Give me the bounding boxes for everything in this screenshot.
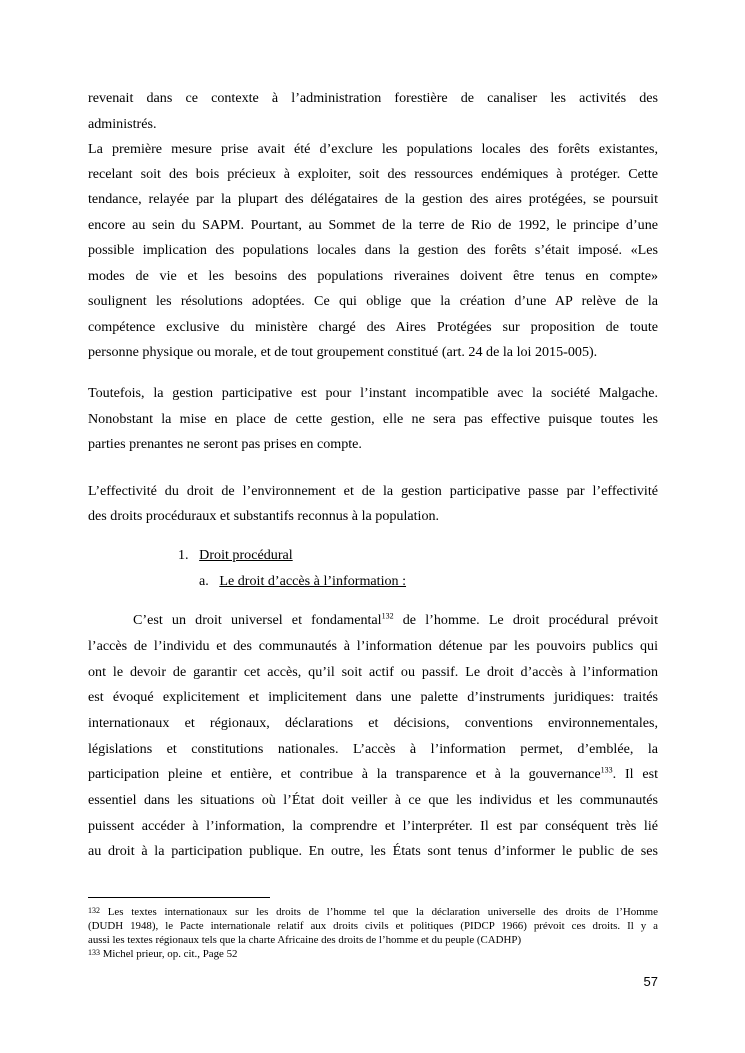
section-number: 1. (178, 547, 189, 563)
footnote-separator (88, 897, 270, 898)
footnote-line: (DUDH 1948), le Pacte internationale relatif aux droits civils et politiques (PIDCP 1966) prévoit ces droits. Il y a (88, 920, 658, 932)
body-line: législations et constitutions nationales. L’accès à l’information permet, d’emblée, la (88, 741, 658, 757)
body-line: possible implication des populations locales dans la gestion des forêts s’était imposé. «Les (88, 242, 658, 258)
body-line: essentiel dans les situations où l’État doit veiller à ce que les individus et les communautés (88, 792, 658, 808)
subsection-letter: a. (199, 573, 209, 589)
body-line: participation pleine et entière, et contribue à la transparence et à la gouvernance$^{133}$. Il est (88, 765, 658, 782)
body-line: C’est un droit universel et fondamental$^{132}$ de l’homme. Le droit procédural prévoit (133, 611, 658, 628)
body-line: tendance, relayée par la plupart des délégataires de la gestion des aires protégées, se poursuit (88, 191, 658, 207)
body-line: personne physique ou morale, et de tout groupement constitué (art. 24 de la loi 2015-005). (88, 344, 598, 360)
body-line: revenait dans ce contexte à l’administration forestière de canaliser les activités des (88, 90, 658, 106)
section-heading (178, 543, 478, 567)
section-title: Droit procédural (199, 547, 293, 563)
body-line: internationaux et régionaux, déclarations et décisions, conventions environnementales, (88, 715, 658, 731)
body-line: Nonobstant la mise en place de cette gestion, elle ne sera pas effective puisque toutes les (88, 411, 658, 427)
body-line: parties prenantes ne seront pas prises en compte. (88, 436, 362, 452)
footnote-number: 132 (88, 906, 100, 915)
body-line: recelant soit des bois précieux à exploiter, soit des ressources endémiques à protéger. Cette (88, 166, 658, 182)
footnote-number: 133 (88, 948, 100, 957)
body-line: Toutefois, la gestion participative est pour l’instant incompatible avec la société Malgache. (88, 385, 658, 401)
footnote-133: $^{133}$ Michel prieur, op. cit., Page 52 (88, 948, 238, 960)
body-line: administrés. (88, 116, 157, 132)
body-line: des droits procéduraux et substantifs reconnus à la population. (88, 508, 440, 524)
body-line: encore au sein du SAPM. Pourtant, au Sommet de la terre de Rio de 1992, le principe d’une (88, 217, 658, 233)
page-number: 57 (643, 974, 658, 989)
body-line: au droit à la participation publique. En outre, les États sont tenus d’informer le public de ses (88, 843, 658, 859)
subsection-title: Le droit d’accès à l’information : (219, 573, 407, 589)
body-line: puissent accéder à l’information, la comprendre et l’interpréter. Il est par conséquent très lié (88, 818, 658, 834)
body-line: ont le devoir de garantir cet accès, qu’il soit actif ou passif. Le droit d’accès à l’information (88, 664, 658, 680)
body-line: La première mesure prise avait été d’exclure les populations locales des forêts existantes, (88, 141, 658, 157)
footnote-132: $^{132}$ Les textes internationaux sur les droits de l’homme tel que la déclaration universelle des droits de l’Homme (88, 906, 658, 918)
body-line: soulignent les résolutions adoptées. Ce qui oblige que la création d’une AP relève de la (88, 293, 658, 309)
body-line: L’effectivité du droit de l’environnement et de la gestion participative passe par l’effectivité (88, 483, 658, 499)
body-line: est évoqué explicitement et implicitement dans une palette d’instruments juridiques: traités (88, 689, 658, 705)
body-line: l’accès de l’individu et des communautés à l’information détenue par les pouvoirs publics qui (88, 638, 658, 654)
footnote-ref[interactable]: 133 (600, 765, 613, 775)
subsection-heading (199, 569, 499, 593)
body-line: modes de vie et les besoins des populations riveraines doivent être tenus en compte» (88, 268, 658, 284)
footnote-line: aussi les textes régionaux tels que la charte Africaine des droits de l’homme et du peuple (CADHP) (88, 934, 522, 946)
body-line: compétence exclusive du ministère chargé des Aires Protégées sur proposition de toute (88, 319, 658, 335)
footnote-ref[interactable]: 132 (381, 611, 394, 621)
